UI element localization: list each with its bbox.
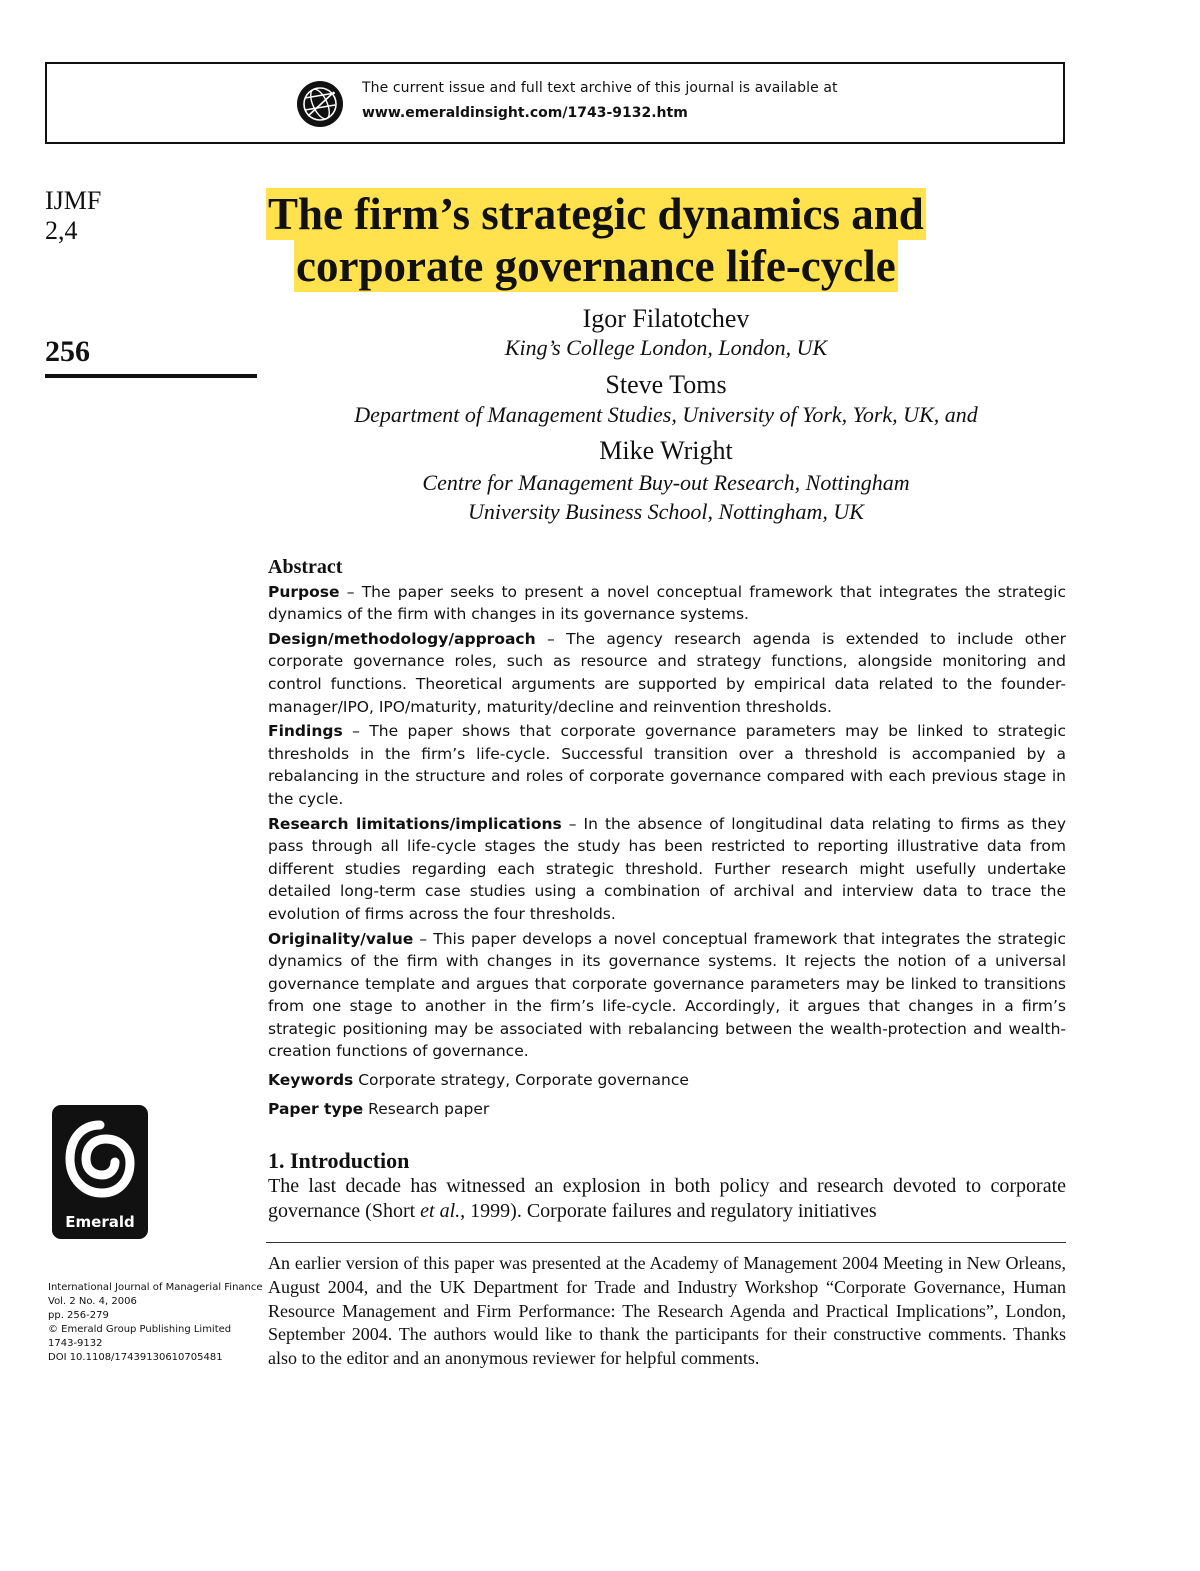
- abstract-purpose: [268, 581, 1066, 626]
- author-name: Mike Wright: [599, 436, 733, 465]
- page-number-rule: [45, 374, 257, 378]
- section-label: Purpose: [268, 582, 340, 601]
- author-affiliation: University Business School, Nottingham, UK: [468, 499, 864, 524]
- author-affiliation: King’s College London, London, UK: [504, 335, 828, 360]
- keywords-label: Keywords: [268, 1071, 354, 1090]
- emerald-logo: [52, 1105, 148, 1239]
- journal-volume: Vol. 2 No. 4, 2006: [48, 1296, 137, 1307]
- paper-type-label: Paper type: [268, 1099, 364, 1118]
- paper-type: [268, 1098, 1066, 1121]
- journal-name: International Journal of Managerial Finance: [48, 1282, 263, 1293]
- intro-citation-etal: et al.: [420, 1200, 461, 1222]
- intro-text-part: , 1999). Corporate failures and regulatory initiatives: [460, 1200, 877, 1222]
- section-text: – The paper seeks to present a novel conceptual framework that integrates the strategic dynamics of the firm with changes in its governance systems.: [268, 582, 1066, 624]
- notice-box: [45, 62, 1065, 144]
- author-name: Steve Toms: [605, 370, 727, 399]
- section-label: Research limitations/implications: [268, 814, 562, 833]
- journal-copyright: © Emerald Group Publishing Limited: [48, 1324, 232, 1335]
- title-line-2: corporate governance life-cycle: [296, 241, 896, 291]
- intro-heading: 1. Introduction: [268, 1148, 410, 1173]
- intro-text-part: The last decade has witnessed an explosion in both policy and research devoted to corporate governance (Short: [268, 1175, 1066, 1222]
- notice-text: The current issue and full text archive of this journal is available at: [362, 80, 838, 96]
- abstract-design: [268, 628, 1066, 718]
- paper-type-text: Research paper: [363, 1099, 490, 1118]
- journal-issn: 1743-9132: [48, 1338, 103, 1349]
- author-affiliation: Centre for Management Buy-out Research, Nottingham: [422, 470, 910, 495]
- abstract-heading: Abstract: [268, 556, 343, 578]
- abstract-findings: [268, 720, 1066, 810]
- globe-icon: [296, 80, 344, 128]
- journal-url-link[interactable]: www.emeraldinsight.com/1743-9132.htm: [362, 105, 688, 121]
- abstract: [268, 556, 1066, 1120]
- footnote-rule: [266, 1242, 1066, 1243]
- title-line-1: The firm’s strategic dynamics and: [268, 189, 924, 239]
- keywords-text: Corporate strategy, Corporate governance: [353, 1071, 689, 1090]
- author-affiliation: Department of Management Studies, University of York, York, UK, and: [354, 402, 978, 427]
- journal-code: [45, 186, 101, 246]
- abstract-limitations: [268, 813, 1066, 926]
- journal-info: [48, 1281, 263, 1365]
- section-text: – The paper shows that corporate governance parameters may be linked to strategic thresholds in the firm’s life-cycle. Successful transition over a threshold is accompanied by a rebalancing in the structure and roles of corporate governance compared with each previous stage in the cycle.: [268, 722, 1066, 808]
- abstract-originality: [268, 928, 1066, 1064]
- journal-abbrev: IJMF: [45, 186, 102, 215]
- section-label: Findings: [268, 722, 343, 741]
- emerald-swirl-icon: [62, 1117, 138, 1203]
- journal-pages: pp. 256-279: [48, 1310, 109, 1321]
- section-text: – The agency research agenda is extended to include other corporate governance roles, such as resource and strategy functions, alongside monitoring and control functions. Theoretical arguments are supported by empirical data related to the founder-manager/IPO, IPO/maturity, maturity/decline and reinvention thresholds.: [268, 629, 1066, 716]
- emerald-logo-text: Emerald: [65, 1213, 135, 1231]
- footnote: An earlier version of this paper was presented at the Academy of Management 2004 Meeting in New Orleans, August 2004, and the UK Department for Trade and Industry Workshop “Corporate Governance, Human Resource Management and Firm Performance: The Research Agenda and Practical Implications”, London, September 2004. The authors would like to thank the participants for their constructive comments. Thanks also to the editor and an anonymous reviewer for helpful comments.: [268, 1253, 1066, 1369]
- section-label: Design/methodology/approach: [268, 629, 536, 648]
- author-name: Igor Filatotchev: [582, 304, 750, 333]
- intro-text: [268, 1174, 1066, 1224]
- page-number: 256: [45, 335, 90, 368]
- volume-issue: 2,4: [45, 216, 78, 245]
- section-label: Originality/value: [268, 929, 414, 948]
- keywords: [268, 1069, 1066, 1092]
- section-text: – In the absence of longitudinal data relating to firms as they pass through all life-cycle stages the study has been restricted to reporting illustrative data from different studies regarding each strategic threshold. Further research might usefully undertake detailed long-term case studies using a combination of archival and interview data to trace the evolution of firms across the four thresholds.: [268, 814, 1066, 923]
- section-text: – This paper develops a novel conceptual framework that integrates the strategic dynamics of the firm with changes in its governance systems. It rejects the notion of a universal governance template and argues that corporate governance parameters may be linked to transitions from one stage to another in the firm’s life-cycle. Accordingly, it argues that changes in a firm’s strategic positioning may be associated with rebalancing between the wealth-protection and wealth-creation functions of governance.: [268, 929, 1066, 1061]
- journal-doi: DOI 10.1108/17439130610705481: [48, 1352, 223, 1363]
